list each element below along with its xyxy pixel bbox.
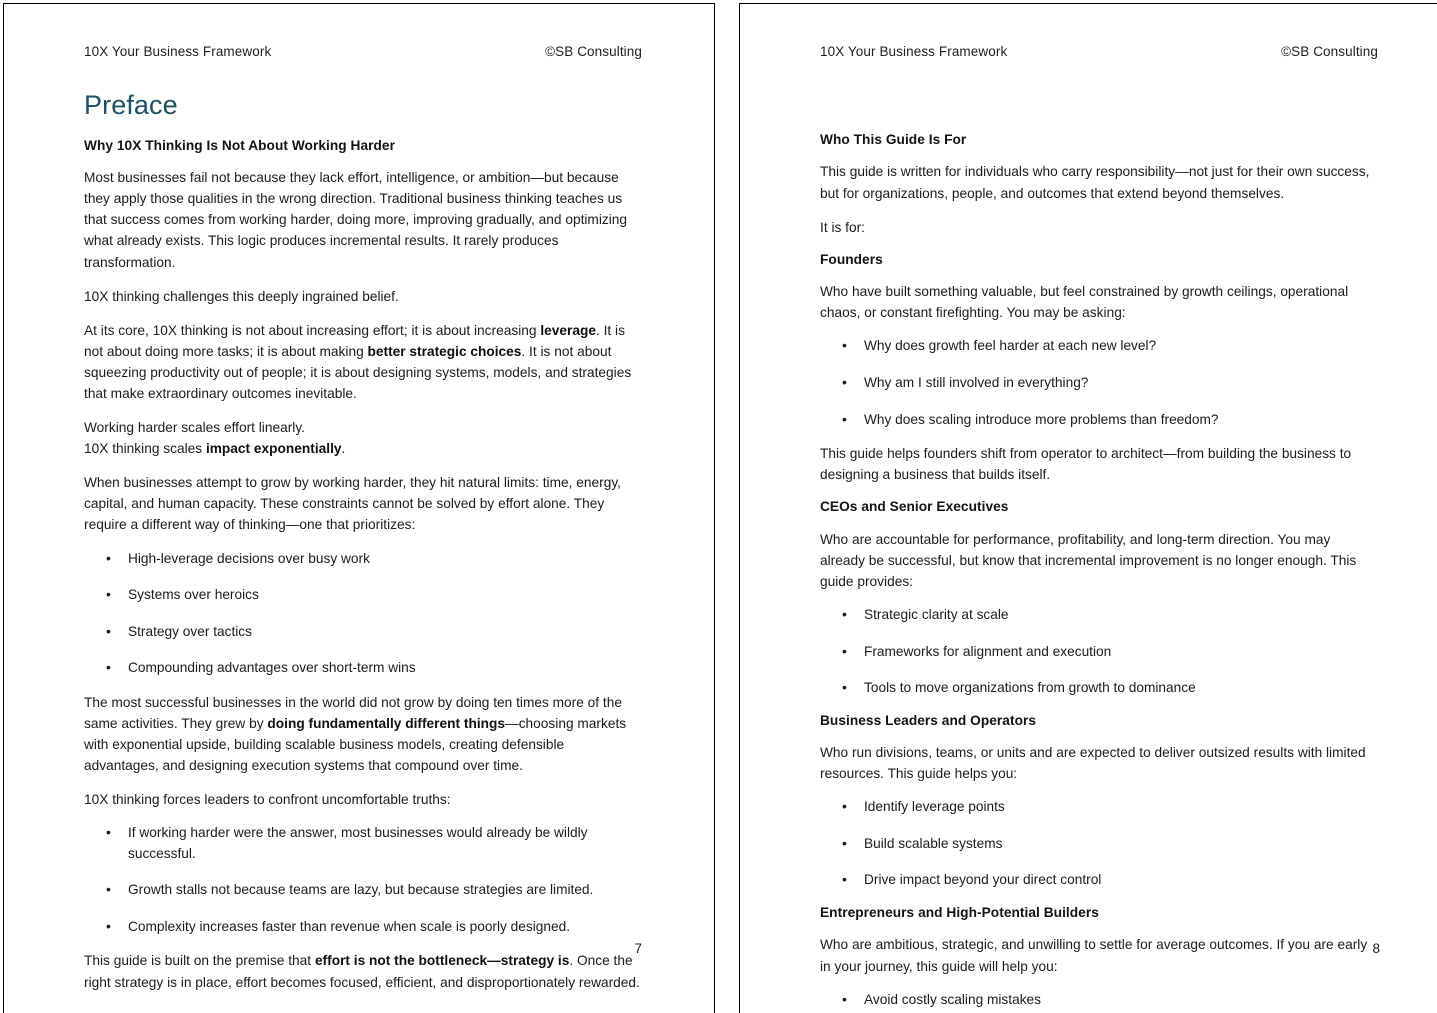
paragraph-founders-description: Who have built something valuable, but feel constrained by growth ceilings, operational chaos, or constant firefighting. You may be asking: <box>820 284 1349 321</box>
bold-fundamentally-different-things: doing fundamentally different things <box>267 715 505 731</box>
section-heading-business-leaders: Business Leaders and Operators <box>820 712 1037 728</box>
paragraph-at-its-core <box>84 320 642 404</box>
running-head-copyright: ©SB Consulting <box>545 44 642 59</box>
list-item: • Strategic clarity at scale <box>820 605 1378 626</box>
section-heading-ceos: CEOs and Senior Executives <box>820 499 1009 515</box>
text-run: —choosing markets with exponential upside, building scalable business models, creating defensible advantages, and designing execution systems that compound over time. <box>84 715 627 774</box>
running-head-title: 10X Your Business Framework <box>820 44 1008 59</box>
paragraph-uncomfortable-truths: 10X thinking forces leaders to confront uncomfortable truths: <box>84 792 451 808</box>
list-item: • If working harder were the answer, most businesses would already be wildly successful. <box>84 823 642 864</box>
list-item: • Avoid costly scaling mistakes <box>820 990 1378 1011</box>
text-run: This guide is built on the premise that <box>84 953 315 969</box>
list-item: • Systems over heroics <box>84 585 642 606</box>
bold-better-strategic-choices: better strategic choices <box>367 343 522 359</box>
list-item: • Frameworks for alignment and execution <box>820 642 1378 663</box>
running-head-title: 10X Your Business Framework <box>84 44 272 59</box>
running-head <box>820 44 1378 59</box>
text-run: The most successful businesses in the world did not grow by doing ten times more of the same activities. They grew by <box>84 694 622 731</box>
list-item: • Why does scaling introduce more problems than freedom? <box>820 410 1378 431</box>
paragraph-leaders-description: Who run divisions, teams, or units and are expected to deliver outsized results with limited resources. This guide helps you: <box>820 745 1366 782</box>
page-8-content <box>820 44 1378 1013</box>
paragraph-it-is-for: It is for: <box>820 219 865 235</box>
paragraph-premise <box>84 950 642 992</box>
paragraph-natural-limits: When businesses attempt to grow by working harder, they hit natural limits: time, energy, capital, and human capacity. These constraints cannot be solved by effort alone. They require a different way of thinking—one that prioritizes: <box>84 475 621 533</box>
running-head-copyright: ©SB Consulting <box>1281 44 1378 59</box>
paragraph-entrepreneurs-description: Who are ambitious, strategic, and unwilling to settle for average outcomes. If you are early in your journey, this guide will help you: <box>820 937 1368 974</box>
page-number: 7 <box>634 941 642 956</box>
line-effort-linearly: Working harder scales effort linearly. <box>84 420 305 436</box>
paragraph-ceos-description: Who are accountable for performance, profitability, and long-term direction. You may already be successful, but know that incremental improvement is no longer enough. This guide provides: <box>820 531 1357 589</box>
section-heading-who-this-guide-is-for: Who This Guide Is For <box>820 132 967 147</box>
bold-impact-exponentially: impact exponentially <box>205 441 342 457</box>
section-heading-why-10x: Why 10X Thinking Is Not About Working Harder <box>84 137 395 153</box>
paragraph-written-for-individuals: This guide is written for individuals who carry responsibility—not just for their own success, but for organizations, people, and outcomes that extend beyond themselves. <box>820 164 1370 201</box>
paragraph-operator-to-architect: This guide helps founders shift from operator to architect—from building the business to designing a business that builds itself. <box>820 446 1352 483</box>
paragraph-most-businesses-fail: Most businesses fail not because they lack effort, intelligence, or ambition—but because they apply those qualities in the wrong direction. Traditional business thinking teaches us that success comes from working harder, doing more, improving gradually, and optimizing what already exists. This logic produces incremental results. It rarely produces transformation. <box>84 170 628 270</box>
bold-leverage: leverage <box>540 322 596 338</box>
bullet-list-priorities <box>84 549 642 679</box>
list-item: • High-leverage decisions over busy work <box>84 549 642 570</box>
running-head <box>84 44 642 59</box>
paragraph-working-harder-scales <box>84 417 642 459</box>
text-run: At its core, 10X thinking is not about increasing effort; it is about increasing <box>84 322 541 338</box>
list-item: • Identify leverage points <box>820 797 1378 818</box>
list-item: • Build scalable systems <box>820 834 1378 855</box>
bullet-list-ceo-provides <box>820 605 1378 699</box>
bullet-list-leader-helps <box>820 797 1378 891</box>
page-number: 8 <box>1372 941 1380 956</box>
text-run: . It is not about doing more tasks; it is about making <box>84 322 625 359</box>
bullet-list-entrepreneur-helps <box>820 990 1378 1011</box>
text-run: . Once the right strategy is in place, effort becomes focused, efficient, and disproportionately rewarded. <box>84 953 640 990</box>
text-run: . <box>341 441 346 457</box>
list-item: • Why am I still involved in everything? <box>820 373 1378 394</box>
text-run: . It is not about squeezing productivity out of people; it is about designing systems, models, and strategies that make extraordinary outcomes inevitable. <box>84 343 632 402</box>
paragraph-most-successful-businesses <box>84 692 642 776</box>
page-7 <box>3 3 715 1013</box>
section-heading-founders: Founders <box>820 251 883 267</box>
bold-effort-not-bottleneck: effort is not the bottleneck—strategy is <box>314 953 570 969</box>
list-item: • Drive impact beyond your direct control <box>820 870 1378 891</box>
section-heading-entrepreneurs: Entrepreneurs and High-Potential Builders <box>820 904 1099 920</box>
list-item: • Strategy over tactics <box>84 622 642 643</box>
bullet-list-founder-questions <box>820 336 1378 430</box>
list-item: • Tools to move organizations from growth to dominance <box>820 678 1378 699</box>
page-7-content <box>84 44 642 1013</box>
bullet-list-truths <box>84 823 642 937</box>
page-8 <box>739 3 1437 1013</box>
list-item: • Compounding advantages over short-term wins <box>84 658 642 679</box>
paragraph-10x-challenges: 10X thinking challenges this deeply ingrained belief. <box>84 288 399 304</box>
list-item: • Growth stalls not because teams are lazy, but because strategies are limited. <box>84 880 642 901</box>
text-run: 10X thinking scales <box>84 441 206 457</box>
chapter-title: Preface <box>84 90 178 120</box>
list-item: • Why does growth feel harder at each new level? <box>820 336 1378 357</box>
list-item: • Complexity increases faster than revenue when scale is poorly designed. <box>84 917 642 938</box>
